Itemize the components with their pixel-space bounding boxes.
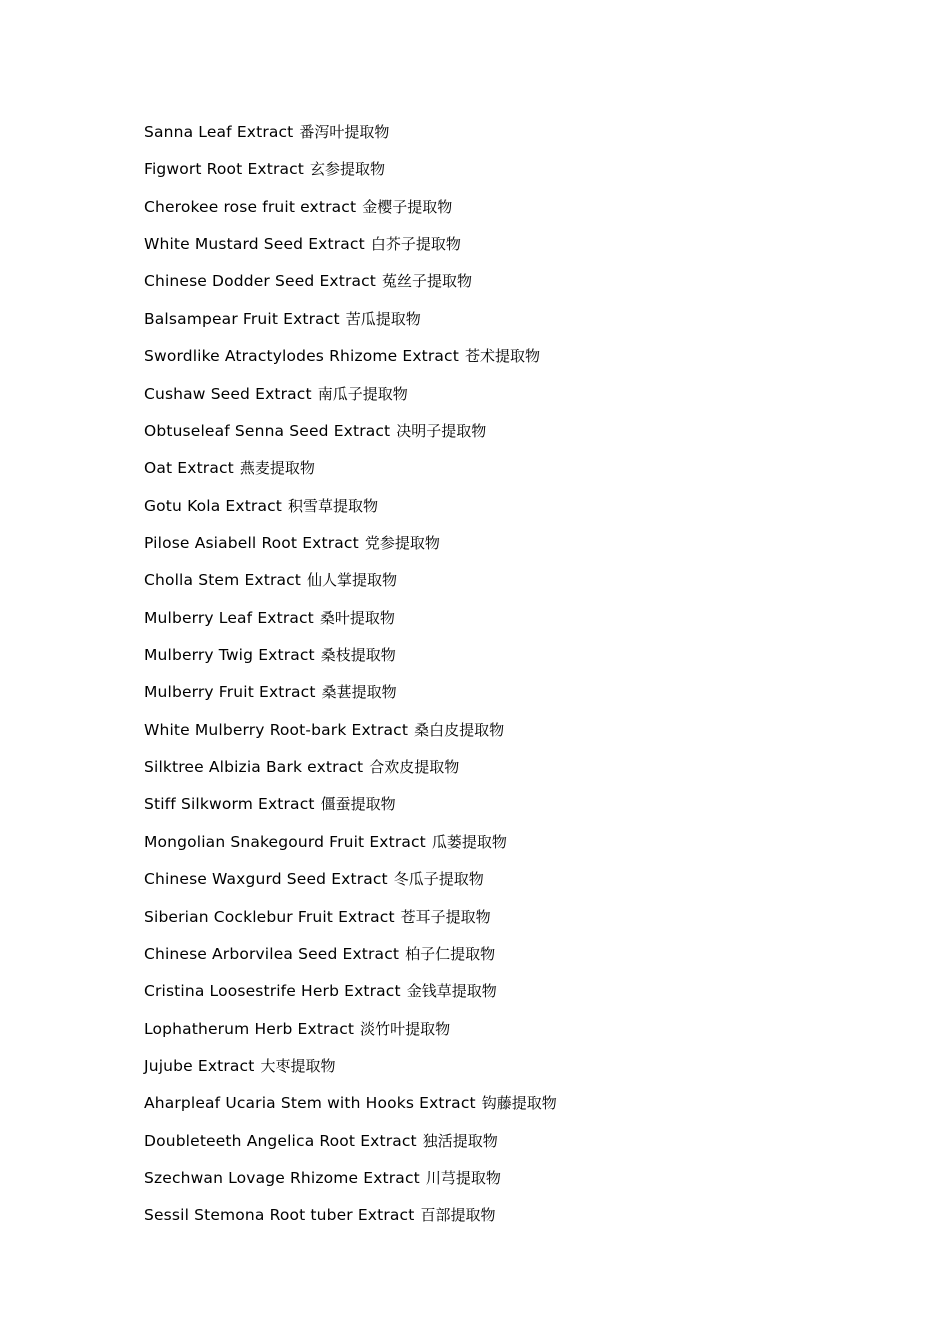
extract-chinese-name: 冬瓜子提取物 [393, 870, 484, 889]
extract-english-name: Chinese Arborvilea Seed Extract [144, 944, 400, 963]
extract-chinese-name: 大枣提取物 [260, 1056, 336, 1075]
extract-chinese-name: 柏子仁提取物 [405, 944, 496, 963]
extract-english-name: Oat Extract [144, 459, 234, 478]
extract-chinese-name: 苍术提取物 [464, 347, 540, 366]
extract-chinese-name: 僵蚕提取物 [320, 795, 396, 814]
extract-chinese-name: 仙人掌提取物 [307, 571, 398, 590]
list-item [144, 381, 557, 418]
extract-chinese-name: 党参提取物 [364, 533, 440, 552]
extract-chinese-name: 玄参提取物 [310, 160, 386, 179]
list-item [144, 1053, 557, 1090]
list-item [144, 642, 557, 679]
extract-chinese-name: 积雪草提取物 [288, 496, 379, 515]
list-item [144, 791, 557, 828]
list-item [144, 1090, 557, 1127]
extract-english-name: Figwort Root Extract [144, 160, 305, 179]
extract-english-name: Balsampear Fruit Extract [144, 309, 340, 328]
extract-english-name: Obtuseleaf Senna Seed Extract [144, 421, 391, 440]
extract-english-name: Cristina Loosestrife Herb Extract [144, 982, 401, 1001]
extract-chinese-name: 合欢皮提取物 [369, 758, 460, 777]
list-item [144, 717, 557, 754]
extract-chinese-name: 淡竹叶提取物 [360, 1019, 451, 1038]
extract-english-name: Szechwan Lovage Rhizome Extract [144, 1169, 420, 1188]
extract-english-name: Sanna Leaf Extract [144, 123, 294, 141]
list-item [144, 156, 557, 193]
list-item [144, 343, 557, 380]
extract-english-name: Mulberry Twig Extract [144, 646, 315, 665]
extract-chinese-name: 瓜蒌提取物 [431, 832, 507, 851]
list-item [144, 978, 557, 1015]
extract-chinese-name: 金钱草提取物 [406, 982, 497, 1001]
extract-english-name: Cushaw Seed Extract [144, 384, 312, 403]
extract-english-name: Mulberry Fruit Extract [144, 683, 316, 702]
extract-chinese-name: 桑枝提取物 [320, 646, 396, 665]
list-item [144, 1202, 557, 1239]
extract-english-name: Cherokee rose fruit extract [144, 197, 357, 216]
extract-english-name: Lophatherum Herb Extract [144, 1019, 355, 1038]
list-item [144, 567, 557, 604]
extract-chinese-name: 决明子提取物 [396, 421, 487, 440]
extract-list [144, 119, 557, 1240]
extract-english-name: White Mulberry Root-bark Extract [144, 720, 409, 739]
extract-english-name: Siberian Cocklebur Fruit Extract [144, 907, 395, 926]
list-item [144, 119, 557, 156]
extract-chinese-name: 川芎提取物 [425, 1169, 501, 1188]
list-item [144, 418, 557, 455]
list-item [144, 605, 557, 642]
list-item [144, 1016, 557, 1053]
list-item [144, 306, 557, 343]
list-item [144, 455, 557, 492]
extract-chinese-name: 燕麦提取物 [239, 459, 315, 478]
extract-english-name: Mulberry Leaf Extract [144, 608, 314, 627]
extract-english-name: Mongolian Snakegourd Fruit Extract [144, 832, 426, 851]
extract-chinese-name: 百部提取物 [420, 1206, 496, 1225]
extract-chinese-name: 南瓜子提取物 [317, 384, 408, 403]
extract-chinese-name: 苍耳子提取物 [400, 907, 491, 926]
extract-english-name: Jujube Extract [144, 1056, 255, 1075]
list-item [144, 941, 557, 978]
extract-chinese-name: 番泻叶提取物 [299, 123, 390, 141]
list-item [144, 493, 557, 530]
list-item [144, 679, 557, 716]
extract-english-name: Doubleteeth Angelica Root Extract [144, 1131, 417, 1150]
extract-chinese-name: 桑白皮提取物 [414, 720, 505, 739]
extract-chinese-name: 钩藤提取物 [481, 1094, 557, 1113]
extract-english-name: Sessil Stemona Root tuber Extract [144, 1206, 415, 1225]
list-item [144, 268, 557, 305]
list-item [144, 194, 557, 231]
extract-english-name: Aharpleaf Ucaria Stem with Hooks Extract [144, 1094, 476, 1113]
list-item [144, 1165, 557, 1202]
list-item [144, 866, 557, 903]
extract-english-name: Stiff Silkworm Extract [144, 795, 315, 814]
extract-english-name: Pilose Asiabell Root Extract [144, 533, 359, 552]
extract-english-name: Gotu Kola Extract [144, 496, 282, 515]
extract-english-name: Chinese Dodder Seed Extract [144, 272, 377, 291]
extract-chinese-name: 白芥子提取物 [370, 235, 461, 254]
extract-chinese-name: 苦瓜提取物 [345, 309, 421, 328]
list-item [144, 530, 557, 567]
extract-english-name: Cholla Stem Extract [144, 571, 302, 590]
extract-chinese-name: 桑葚提取物 [321, 683, 397, 702]
extract-english-name: Swordlike Atractylodes Rhizome Extract [144, 347, 459, 366]
extract-chinese-name: 独活提取物 [422, 1131, 498, 1150]
extract-chinese-name: 金樱子提取物 [362, 197, 453, 216]
list-item [144, 829, 557, 866]
list-item [144, 1128, 557, 1165]
list-item [144, 754, 557, 791]
list-item [144, 231, 557, 268]
extract-chinese-name: 桑叶提取物 [319, 608, 395, 627]
extract-english-name: Chinese Waxgurd Seed Extract [144, 870, 388, 889]
extract-english-name: White Mustard Seed Extract [144, 235, 365, 254]
list-item [144, 904, 557, 941]
extract-english-name: Silktree Albizia Bark extract [144, 758, 364, 777]
extract-chinese-name: 菟丝子提取物 [382, 272, 473, 291]
